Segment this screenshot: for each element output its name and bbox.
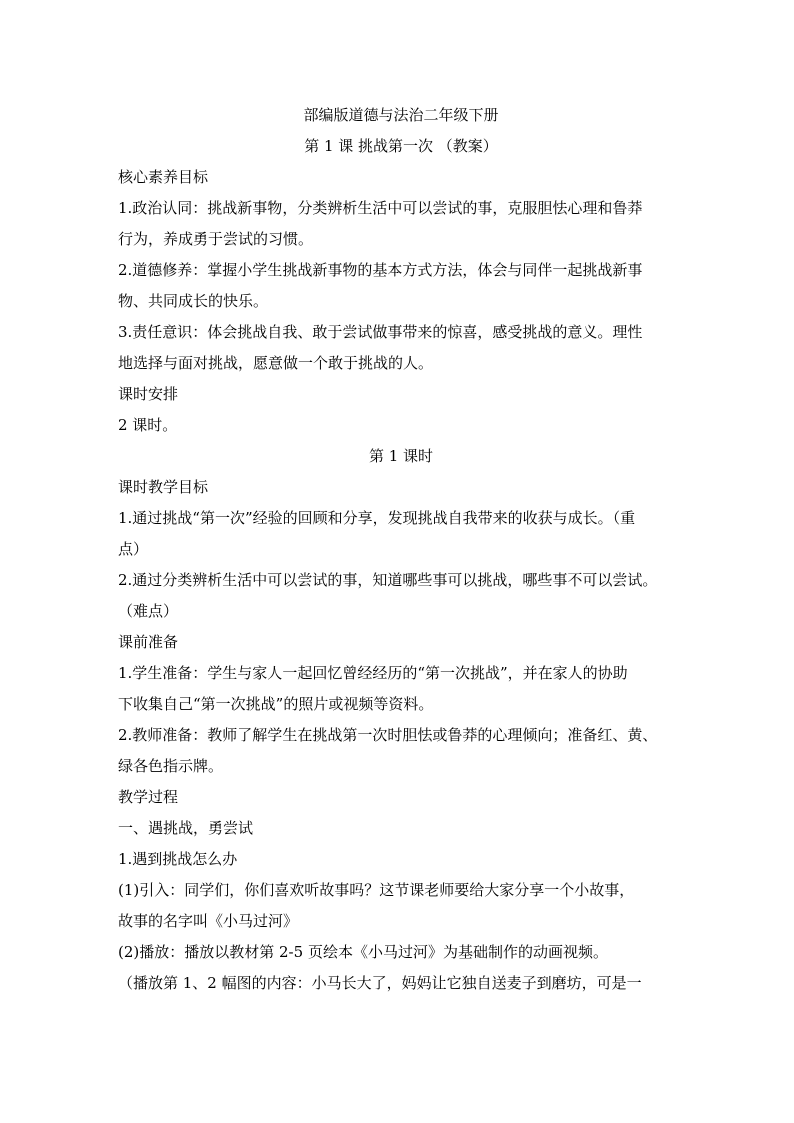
goal-3-line-2: 地选择与面对挑战，愿意做一个敢于挑战的人。 — [118, 354, 434, 372]
process-intro-line-2: 故事的名字叫《小马过河》 — [118, 912, 299, 930]
lesson-goal-1-line-2: 点） — [118, 540, 149, 558]
prep-2-line-2: 绿各色指示牌。 — [118, 757, 224, 775]
section-heading-process: 教学过程 — [118, 788, 179, 806]
prep-1-line-2: 下收集自己“第一次挑战”的照片或视频等资料。 — [118, 695, 434, 713]
section-heading-preparation: 课前准备 — [118, 633, 179, 651]
goal-1-line-2: 行为，养成勇于尝试的习惯。 — [118, 230, 314, 248]
section-heading-lesson-goals: 课时教学目标 — [118, 478, 209, 496]
lesson-period-heading: 第 1 课时 — [368, 447, 434, 465]
prep-2-line-1: 2.教师准备：教师了解学生在挑战第一次时胆怯或鲁莽的心理倾向；准备红、黄、 — [118, 726, 658, 744]
process-part-1-heading: 一、遇挑战，勇尝试 — [118, 819, 254, 837]
section-heading-core-goals: 核心素养目标 — [118, 168, 209, 186]
lesson-goal-1-line-1: 1.通过挑战“第一次”经验的回顾和分享，发现挑战自我带来的收获与成长。（重 — [118, 509, 636, 527]
goal-3-line-1: 3.责任意识：体会挑战自我、敢于尝试做事带来的惊喜，感受挑战的意义。理性 — [118, 323, 643, 341]
goal-1-line-1: 1.政治认同：挑战新事物，分类辨析生活中可以尝试的事，克服胆怯心理和鲁莽 — [118, 199, 643, 217]
document-title: 部编版道德与法治二年级下册 — [303, 106, 499, 124]
process-play-detail-line: （播放第 1、2 幅图的内容：小马长大了，妈妈让它独自送麦子到磨坊，可是一 — [118, 974, 642, 992]
process-play-line: (2)播放：播放以教材第 2-5 页绘本《小马过河》为基础制作的动画视频。 — [118, 943, 608, 961]
lesson-goal-2-line-2: （难点） — [118, 602, 179, 620]
schedule-text: 2 课时。 — [118, 416, 178, 434]
document-body — [118, 100, 684, 999]
goal-2-line-2: 物、共同成长的快乐。 — [118, 292, 269, 310]
process-intro-line-1: (1)引入：同学们，你们喜欢听故事吗？这节课老师要给大家分享一个小故事， — [118, 881, 635, 899]
document-subtitle: 第 1 课 挑战第一次 （教案） — [304, 137, 498, 155]
process-step-1-heading: 1.遇到挑战怎么办 — [118, 850, 238, 868]
section-heading-schedule: 课时安排 — [118, 385, 179, 403]
prep-1-line-1: 1.学生准备：学生与家人一起回忆曾经经历的“第一次挑战”，并在家人的协助 — [118, 664, 628, 682]
goal-2-line-1: 2.道德修养：掌握小学生挑战新事物的基本方式方法，体会与同伴一起挑战新事 — [118, 261, 643, 279]
lesson-goal-2-line-1: 2.通过分类辨析生活中可以尝试的事，知道哪些事可以挑战，哪些事不可以尝试。 — [118, 571, 658, 589]
